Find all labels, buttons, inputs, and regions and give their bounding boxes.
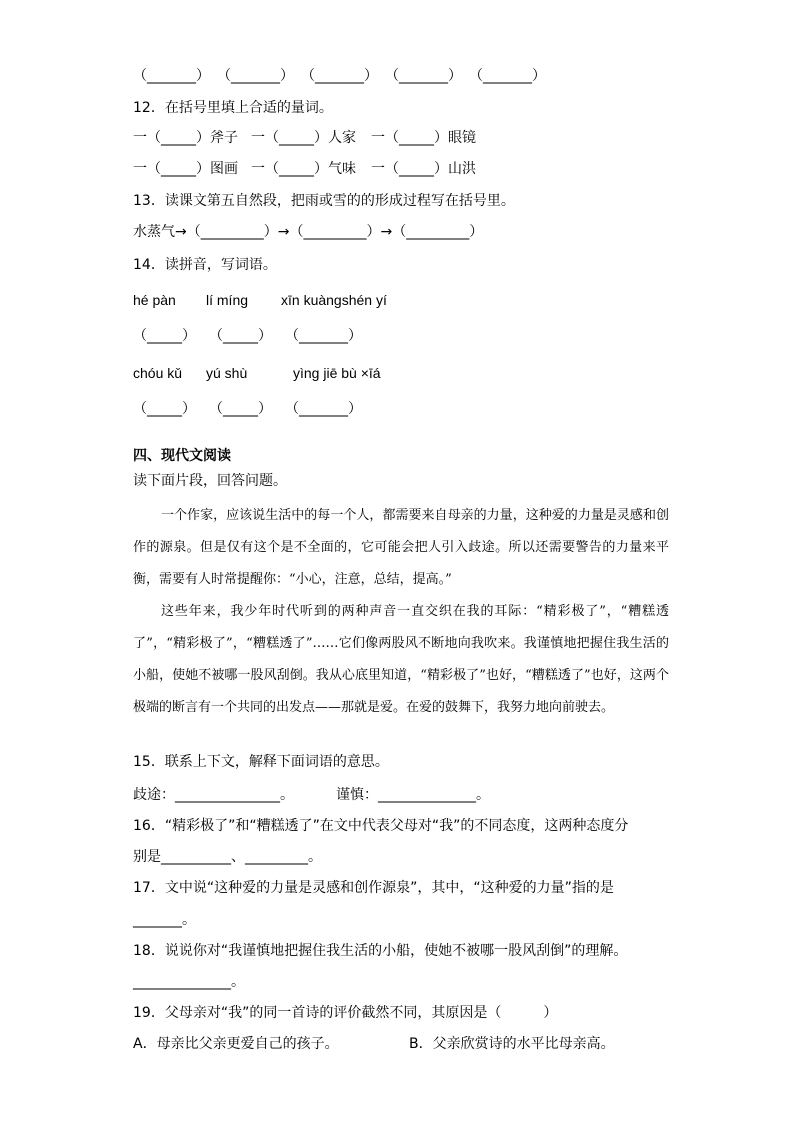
measure-word-item[interactable]: 一（_____）山洪 <box>371 161 476 177</box>
question-17-line-1: 17．文中说“这种爱的力量是灵感和创作源泉”，其中，“这种爱的力量”指的是 <box>133 880 614 896</box>
question-16-line-2[interactable]: 别是__________、_________。 <box>133 849 322 865</box>
answer-blank[interactable]: （_____） <box>133 401 196 417</box>
answer-blank[interactable]: （_______） <box>285 328 362 344</box>
option-b[interactable]: B．父亲欣赏诗的水平比母亲高。 <box>409 1036 615 1052</box>
question-13-chain[interactable]: 水蒸气→（_________）→（_________）→（_________） <box>133 224 484 240</box>
measure-word-item[interactable]: 一（_____）气味 <box>251 161 356 177</box>
pinyin-item: chóu kǔ <box>133 365 183 381</box>
pinyin-item: xīn kuàngshén yí <box>281 292 387 308</box>
answer-blank[interactable]: （_______） <box>217 68 294 84</box>
answer-blank[interactable]: （_____） <box>133 328 196 344</box>
question-15-title: 15．联系上下文，解释下面词语的意思。 <box>133 754 389 770</box>
pinyin-item: hé pàn <box>133 292 176 308</box>
option-a[interactable]: A．母亲比父亲更爱自己的孩子。 <box>133 1036 339 1052</box>
answer-blank[interactable]: （_______） <box>385 68 462 84</box>
word-explanation-blank[interactable]: 谨慎：______________。 <box>336 787 490 803</box>
pinyin-item: lí míng <box>206 292 249 308</box>
reading-intro: 读下面片段，回答问题。 <box>133 473 287 489</box>
question-14-title: 14．读拼音，写词语。 <box>133 257 277 273</box>
word-explanation-blank[interactable]: 歧途：_______________。 <box>133 787 294 803</box>
measure-word-item[interactable]: 一（_____）眼镜 <box>371 130 476 146</box>
question-19-line-1: 19．父母亲对“我”的同一首诗的评价截然不同，其原因是（ ） <box>133 1005 558 1021</box>
answer-blank[interactable]: （_____） <box>209 328 272 344</box>
question-16-line-1: 16．“精彩极了”和“糟糕透了”在文中代表父母对“我”的不同态度，这两种态度分 <box>133 818 629 834</box>
measure-word-item[interactable]: 一（_____）人家 <box>251 130 356 146</box>
measure-word-item[interactable]: 一（_____）斧子 <box>133 130 238 146</box>
question-12-title: 12．在括号里填上合适的量词。 <box>133 100 333 116</box>
section-heading: 四、现代文阅读 <box>133 448 231 464</box>
question-17-line-2[interactable]: _______。 <box>133 912 196 928</box>
answer-blank[interactable]: （_____） <box>209 401 272 417</box>
pinyin-item: yú shù <box>206 365 248 381</box>
question-13-title: 13．读课文第五自然段，把雨或雪的的形成过程写在括号里。 <box>133 193 515 209</box>
answer-blank[interactable]: （_______） <box>469 68 546 84</box>
question-18-line-1: 18．说说你对“我谨慎地把握住我生活的小船，使她不被哪一股风刮倒”的理解。 <box>133 943 628 959</box>
measure-word-item[interactable]: 一（_____）图画 <box>133 161 238 177</box>
question-18-line-2[interactable]: ______________。 <box>133 974 245 990</box>
reading-passage <box>133 500 669 724</box>
answer-blank[interactable]: （_______） <box>133 68 210 84</box>
pinyin-item: yìng jiē bù ×īá <box>293 365 381 381</box>
answer-blank[interactable]: （_______） <box>301 68 378 84</box>
answer-blank[interactable]: （_______） <box>285 401 362 417</box>
passage-paragraph-2: 这些年来，我少年时代听到的两种声音一直交织在我的耳际：“精彩极了”，“糟糕透了”，“精彩极了”，“糟糕透了”……它们像两股风不断地向我吹来。我谨慎地把握住我生活的小船，使她不被哪一股风刮倒。我从心底里知道，“精彩极了”也好，“糟糕透了”也好，这两个极端的断言有一个共同的出发点——那就是爱。在爱的鼓舞下，我努力地向前驶去。 <box>133 604 669 715</box>
passage-paragraph-1: 一个作家，应该说生活中的每一个人，都需要来自母亲的力量，这种爱的力量是灵感和创作的源泉。但是仅有这个是不全面的，它可能会把人引入歧途。所以还需要警告的力量来平衡，需要有人时常提醒你：“小心，注意，总结，提高。” <box>133 508 669 587</box>
